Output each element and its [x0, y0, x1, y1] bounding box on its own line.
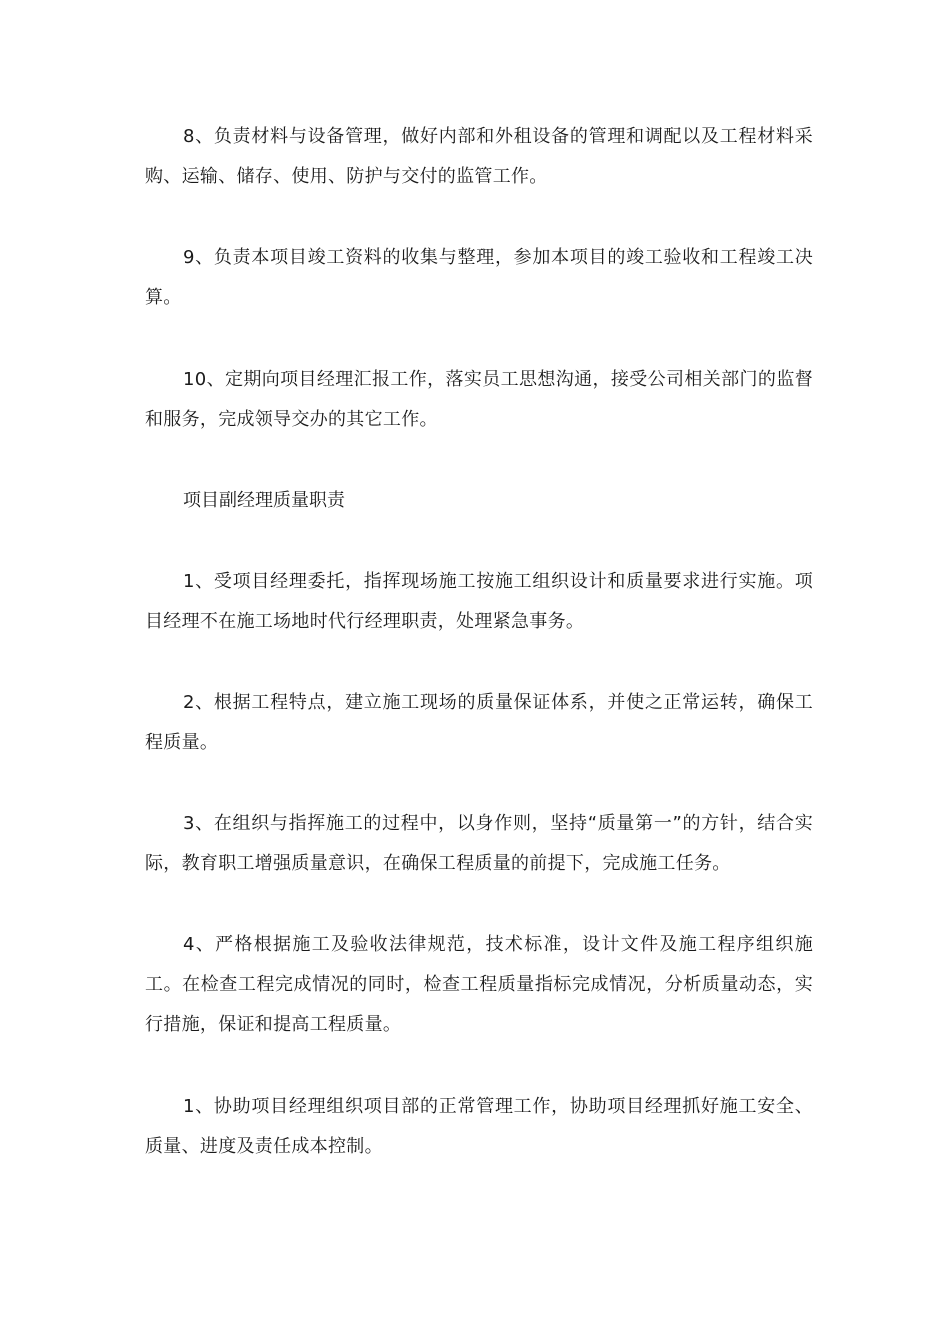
paragraph-duty-2: 2、根据工程特点，建立施工现场的质量保证体系，并使之正常运转，确保工程质量。	[145, 692, 813, 753]
paragraph-duty-1: 1、受项目经理委托，指挥现场施工按施工组织设计和质量要求进行实施。项目经理不在施工场地时代行经理职责，处理紧急事务。	[145, 571, 813, 632]
paragraph-item-10: 10、定期向项目经理汇报工作，落实员工思想沟通，接受公司相关部门的监督和服务，完成领导交办的其它工作。	[145, 369, 813, 430]
paragraph-item-9: 9、负责本项目竣工资料的收集与整理，参加本项目的竣工验收和工程竣工决算。	[145, 247, 813, 308]
paragraph-duty-5: 1、协助项目经理组织项目部的正常管理工作，协助项目经理抓好施工安全、质量、进度及责任成本控制。	[145, 1096, 813, 1157]
paragraph-duty-3: 3、在组织与指挥施工的过程中，以身作则，坚持“质量第一”的方针，结合实际，教育职工增强质量意识，在确保工程质量的前提下，完成施工任务。	[145, 813, 813, 874]
paragraph-item-8: 8、负责材料与设备管理，做好内部和外租设备的管理和调配以及工程材料采购、运输、储存、使用、防护与交付的监管工作。	[145, 126, 813, 187]
paragraph-duty-4: 4、严格根据施工及验收法律规范，技术标准，设计文件及施工程序组织施工。在检查工程完成情况的同时，检查工程质量指标完成情况，分析质量动态，实行措施，保证和提高工程质量。	[145, 934, 813, 1035]
section-heading: 项目副经理质量职责	[183, 490, 345, 511]
